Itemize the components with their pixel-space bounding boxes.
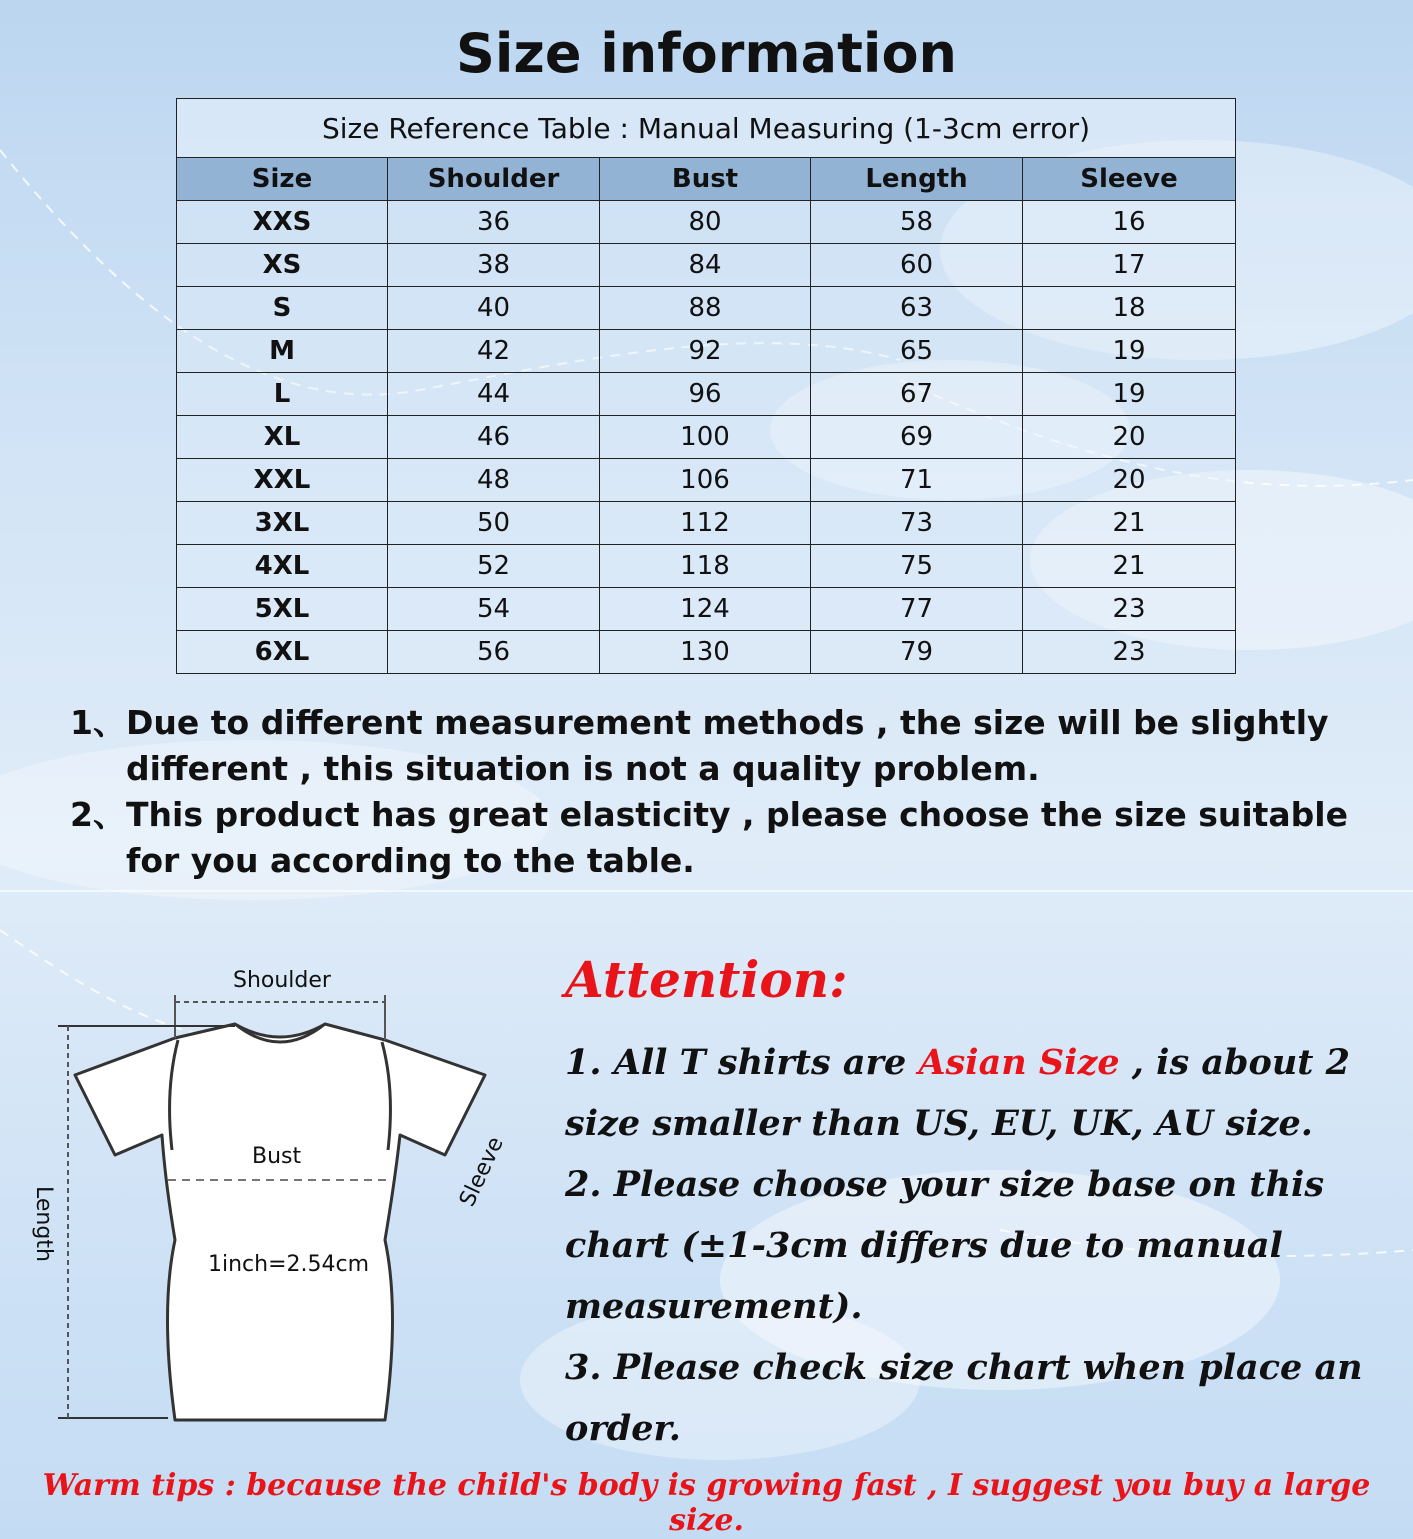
attention-point-1-end: , is about 2 size smaller than US, EU, UK, AU size. [565, 1042, 1350, 1144]
table-row [177, 244, 1236, 287]
table-caption: Size Reference Table : Manual Measuring (1-3cm error) [177, 99, 1236, 158]
sleeve-cell: 18 [1023, 287, 1236, 330]
table-row [177, 201, 1236, 244]
conversion-label: 1inch=2.54cm [208, 1252, 370, 1277]
table-row [177, 631, 1236, 674]
bust-cell: 130 [600, 631, 811, 674]
size-cell: M [177, 330, 388, 373]
note-text: This product has great elasticity , please choose the size suitable for you according to the table. [126, 795, 1348, 880]
table-row [177, 416, 1236, 459]
notes-list [70, 700, 1370, 884]
header-shoulder: Shoulder [388, 158, 600, 201]
shoulder-cell: 44 [388, 373, 600, 416]
warm-tips: Warm tips : because the child's body is growing fast , I suggest you buy a large size. [42, 1468, 1371, 1538]
table-row [177, 330, 1236, 373]
sleeve-cell: 20 [1023, 416, 1236, 459]
shoulder-cell: 56 [388, 631, 600, 674]
size-reference-table [176, 98, 1236, 674]
shoulder-cell: 52 [388, 545, 600, 588]
sleeve-cell: 16 [1023, 201, 1236, 244]
header-sleeve: Sleeve [1023, 158, 1236, 201]
size-cell: 6XL [177, 631, 388, 674]
length-cell: 58 [811, 201, 1023, 244]
shoulder-cell: 36 [388, 201, 600, 244]
bust-cell: 80 [600, 201, 811, 244]
bust-cell: 88 [600, 287, 811, 330]
size-cell: 3XL [177, 502, 388, 545]
sleeve-cell: 23 [1023, 588, 1236, 631]
bust-cell: 112 [600, 502, 811, 545]
shoulder-label: Shoulder [233, 968, 331, 993]
attention-body [565, 1032, 1405, 1459]
attention-point-2: 2. Please choose your size base on this chart (±1-3cm differs due to manual measurement). [565, 1164, 1325, 1327]
table-row [177, 287, 1236, 330]
header-bust: Bust [600, 158, 811, 201]
note-text: Due to different measurement methods , the size will be slightly different , this situation is not a quality problem. [126, 703, 1329, 788]
length-cell: 60 [811, 244, 1023, 287]
sleeve-cell: 17 [1023, 244, 1236, 287]
shoulder-cell: 46 [388, 416, 600, 459]
length-cell: 77 [811, 588, 1023, 631]
shoulder-cell: 48 [388, 459, 600, 502]
length-cell: 67 [811, 373, 1023, 416]
bust-label: Bust [252, 1144, 302, 1169]
shoulder-cell: 38 [388, 244, 600, 287]
page-title: Size information [455, 22, 957, 85]
size-cell: XXL [177, 459, 388, 502]
sleeve-label: Sleeve [455, 1133, 509, 1211]
attention-point-1-start: 1. All T shirts are [565, 1042, 919, 1083]
size-cell: 5XL [177, 588, 388, 631]
table-row [177, 588, 1236, 631]
section-divider [0, 890, 1413, 892]
table-row [177, 459, 1236, 502]
bust-cell: 124 [600, 588, 811, 631]
tshirt-diagram [0, 950, 540, 1450]
attention-title: Attention: [565, 950, 848, 1009]
shoulder-cell: 54 [388, 588, 600, 631]
asian-size-highlight: Asian Size [918, 1042, 1120, 1083]
bust-cell: 106 [600, 459, 811, 502]
shoulder-cell: 42 [388, 330, 600, 373]
bust-cell: 92 [600, 330, 811, 373]
sleeve-cell: 19 [1023, 373, 1236, 416]
length-cell: 71 [811, 459, 1023, 502]
size-cell: XXS [177, 201, 388, 244]
header-size: Size [177, 158, 388, 201]
attention-point-1 [565, 1032, 1405, 1154]
sleeve-cell: 21 [1023, 502, 1236, 545]
header-length: Length [811, 158, 1023, 201]
bust-cell: 84 [600, 244, 811, 287]
size-cell: S [177, 287, 388, 330]
bust-cell: 100 [600, 416, 811, 459]
length-cell: 69 [811, 416, 1023, 459]
sleeve-cell: 20 [1023, 459, 1236, 502]
sleeve-cell: 21 [1023, 545, 1236, 588]
length-cell: 65 [811, 330, 1023, 373]
attention-section [565, 950, 1405, 1459]
table-row [177, 545, 1236, 588]
note-item [70, 700, 1370, 792]
bust-cell: 96 [600, 373, 811, 416]
note-number: 2、 [70, 795, 126, 834]
shoulder-cell: 40 [388, 287, 600, 330]
length-cell: 75 [811, 545, 1023, 588]
size-cell: 4XL [177, 545, 388, 588]
size-cell: XL [177, 416, 388, 459]
note-number: 1、 [70, 703, 126, 742]
sleeve-cell: 23 [1023, 631, 1236, 674]
shoulder-cell: 50 [388, 502, 600, 545]
size-cell: XS [177, 244, 388, 287]
length-cell: 63 [811, 287, 1023, 330]
table-row [177, 373, 1236, 416]
length-cell: 73 [811, 502, 1023, 545]
table-row [177, 502, 1236, 545]
attention-point-3: 3. Please check size chart when place an order. [565, 1347, 1363, 1449]
size-cell: L [177, 373, 388, 416]
bust-cell: 118 [600, 545, 811, 588]
length-label: Length [31, 1186, 56, 1262]
length-cell: 79 [811, 631, 1023, 674]
note-item [70, 792, 1370, 884]
sleeve-cell: 19 [1023, 330, 1236, 373]
